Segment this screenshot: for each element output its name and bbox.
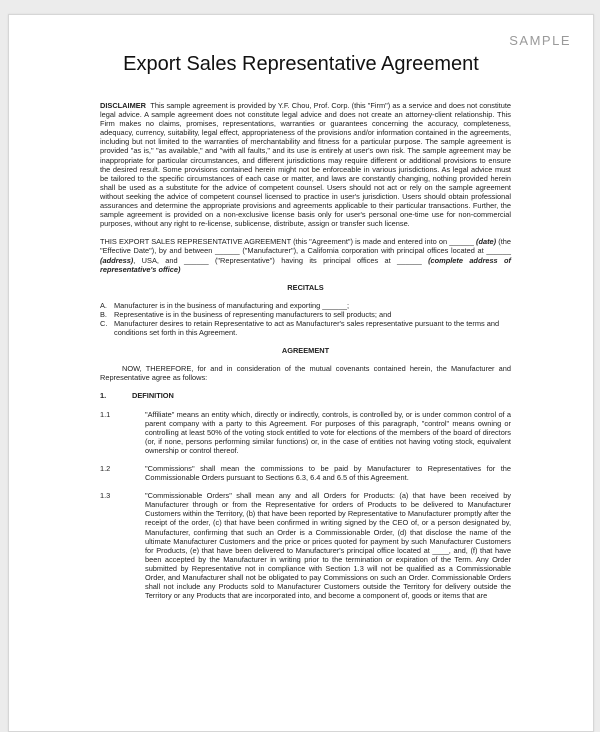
intro-paragraph <box>100 237 511 273</box>
document-body <box>100 101 511 600</box>
date-blank: ______ <box>449 237 474 247</box>
clause-1-1: 1.1 "Affiliate" means an entity which, directly or indirectly, controls, is controlled by, or is under common control of a parent company with a party to this Agreement. For purposes of this paragraph, "control" means owning or controlling at least 50% of the voting stock entitled to vote for elections of the members of the board of directors (or, if none, persons performing similar functions) or, in the case of entities not having voting stock, equivalent ownership or control thereof. <box>100 409 511 455</box>
recital-item: B. Representative is in the business of representing manufacturers to sell products; and <box>100 309 392 319</box>
agreement-heading: AGREEMENT <box>281 346 330 356</box>
intro-text-1: THIS EXPORT SALES REPRESENTATIVE AGREEMENT (this "Agreement") is made and entered into on <box>100 237 448 247</box>
document-page <box>8 14 594 732</box>
clause-1-3: 1.3 "Commissionable Orders" shall mean any and all Orders for Products: (a) that have been received by Manufacturer through or from the Representative for orders of Products to be delivered to Manufacturer Customers within the Territory, (b) that have been reported by Representative to Manufacturer promptly after the receipt of the order, (c) that have been confirmed in writing signed by the CEO of, or a person designated by, Manufacturer, confirming that such an Order is a Commissionable Order, (d) that disclose the name of the ultimate Manufacturer Customers and the price or prices quoted for payment by such Manufacturer Customers for Products, (e) that have been delivered to Manufacturer's principal office located at ____, and, (f) that have been accepted by the Manufacturer in writing prior to the termination or expiration of the Term. Any Order submitted by Representative not in compliance with Section 1.3 will not be qualified as a Commissionable Order, and Manufacturer shall not be obligated to pay Commissions on such an Order. Commissionable Orders shall not include any Products sold to Manufacturer Customers outside the Territory for delivery outside the Territory or any Products that are incorporated into, and become a component of, goods or items that are <box>100 491 511 601</box>
date-label: (date) <box>476 237 497 247</box>
agreement-text: NOW, THEREFORE, for and in consideration of the mutual covenants contained herein, the Manufacturer and Representative agree as follows: <box>100 364 511 383</box>
intro-text-2: (the "Effective Date"), by and between ______ ("Manufacturer"), a California corporation with principal offices located at ______ <box>100 237 511 256</box>
recitals-heading: RECITALS <box>287 282 324 292</box>
disclaimer-label: DISCLAIMER <box>100 101 146 110</box>
section-heading: 1. DEFINITION <box>100 391 174 401</box>
rep-address-label: (complete address of representative's office) <box>100 255 511 274</box>
document-title: Export Sales Representative Agreement <box>123 53 479 75</box>
clause-1-2: 1.2 "Commissions" shall mean the commissions to be paid by Manufacturer to Representatives for the Commissionable Orders pursuant to Sections 6.3, 6.4 and 6.5 of this Agreement. <box>100 464 511 483</box>
recital-item: C. Manufacturer desires to retain Representative to act as Manufacturer's sales representative pursuant to the terms and conditions set forth in this Agreement. <box>100 318 500 338</box>
address-label: (address) <box>100 255 134 265</box>
recital-item: A. Manufacturer is in the business of manufacturing and exporting ______; <box>100 300 350 310</box>
disclaimer-text: This sample agreement is provided by Y.F. Chou, Prof. Corp. (this "Firm") as a service and does not constitute legal advice. A sample agreement does not constitute legal advice and does not create an attorney-client relationship. This Firm makes no claims, promises, representations, warranties or guarantees concerning the accuracy, completeness, adequacy, currency, suitability, legal effect, appropriateness of the provisions and/or information contained in the agreements, including but not limited to the warranties of merchantability and fitness for a particular purpose. The sample agreement is provided "as is," "as available," and "with all faults," and its use is entirely at user's own risk. The sample agreement may be inappropriate for particular circumstances, and different jurisdictions may require different or additional provisions to ensure the desired result. Some provisions contained herein might not be enforceable in various jurisdictions. As legal advice must be tailored to the specific circumstances of each case or matter, and laws are constantly changing, nothing provided herein shall be used as a substitute for the advice of competent counsel. Users should not act or rely on the sample agreement without seeking the advice of competent counsel licensed to practice in user's jurisdiction. Users should obtain professional assurances and determine the appropriate provisions and agreements applicable to their particular transactions. Further, the sample agreement is provided on a non-exclusive license basis only for user's personal one-time use for non-commercial purposes, without any right to re-license, sublicense, distribute, assign or transfer such license. <box>100 101 512 229</box>
sample-watermark: SAMPLE <box>509 33 571 48</box>
intro-text-3: , USA, and ______ ("Representative") having its principal offices at ______ <box>133 255 422 265</box>
disclaimer-paragraph <box>100 101 511 228</box>
